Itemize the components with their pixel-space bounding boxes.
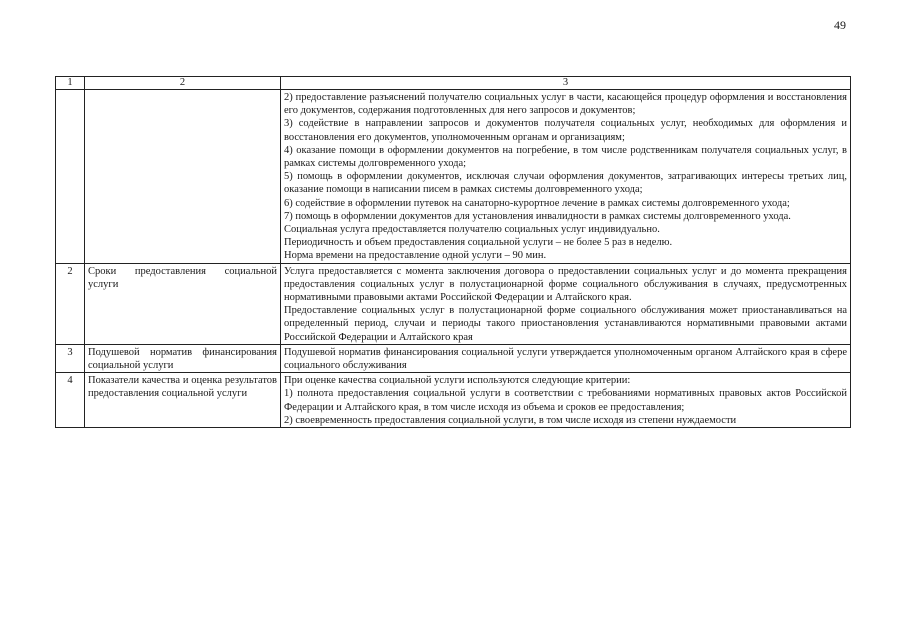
- row-number: 3: [56, 344, 85, 372]
- table-row-continuation: [56, 90, 851, 264]
- paragraph: 2) своевременность предоставления социальной услуги, в том числе исходя из степени нуждаемости: [284, 414, 737, 426]
- row-title: Подушевой норматив финансирования социальной услуги: [85, 344, 281, 372]
- header-col-1: 1: [56, 77, 85, 90]
- row-title: [85, 90, 281, 264]
- table-row-quality: [56, 373, 851, 428]
- paragraph: 6) содействие в оформлении путевок на санаторно-курортное лечение в рамках системы долговременного ухода;: [284, 197, 790, 209]
- paragraph: 7) помощь в оформлении документов для установления инвалидности в рамках системы долговременного ухода.: [284, 210, 791, 222]
- paragraph: Периодичность и объем предоставления социальной услуги – не более 5 раз в неделю.: [284, 237, 673, 249]
- paragraph: Предоставление социальных услуг в полустационарной форме социального обслуживания может приостанавливаться на определенный период, случаи и периоды такого приостановления устанавливаются нормативными правовыми актами Российской Федерации и Алтайского края: [284, 305, 847, 343]
- row-title: Показатели качества и оценка результатов предоставления социальной услуги: [85, 373, 281, 428]
- paragraph: Норма времени на предоставление одной услуги – 90 мин.: [284, 250, 547, 262]
- row-body: [281, 263, 851, 344]
- paragraph: 4) оказание помощи в оформлении документов на погребение, в том числе родственникам получателя социальных услуг, в рамках системы долговременного ухода;: [284, 144, 847, 170]
- paragraph: 5) помощь в оформлении документов, исключая случаи оформления документов, затрагивающих интересы третьих лиц, оказание помощи в написании писем в рамках системы долговременного ухода;: [284, 171, 847, 196]
- row-number: 2: [56, 263, 85, 344]
- row-body: [281, 90, 851, 264]
- paragraph: При оценке качества социальной услуги используются следующие критерии:: [284, 375, 631, 387]
- row-number: 4: [56, 373, 85, 428]
- row-body: [281, 373, 851, 428]
- paragraph: Социальная услуга предоставляется получателю социальных услуг индивидуально.: [284, 224, 660, 236]
- paragraph: 1) полнота предоставления социальной услуги в соответствии с требованиями нормативных правовых актов Российской Федерации и Алтайского края, в том числе исходя из объема и сроков ее предоставления;: [284, 388, 847, 413]
- table-row-terms: [56, 263, 851, 344]
- services-table: [55, 76, 851, 428]
- row-body: [281, 344, 851, 372]
- row-number: [56, 90, 85, 264]
- paragraph: 3) содействие в направлении запросов и документов получателя социальных услуг, необходимых для оформления и восстановления его документов, уполномоченным органам и организациям;: [284, 118, 847, 143]
- header-col-3: 3: [281, 77, 851, 90]
- header-col-2: 2: [85, 77, 281, 90]
- row-title: Сроки предоставления социальной услуги: [85, 263, 281, 344]
- paragraph: 2) предоставление разъяснений получателю социальных услуг в части, касающейся процедур оформления и восстановления его документов, содержания подготовленных для него запросов и документов;: [284, 92, 847, 117]
- page-number: 49: [834, 18, 846, 32]
- paragraph: Подушевой норматив финансирования социальной услуги утверждается уполномоченным органом Алтайского края в сфере социального обслуживания: [284, 346, 847, 372]
- table-row-financing: [56, 344, 851, 372]
- table-header-row: [56, 77, 851, 90]
- paragraph: Услуга предоставляется с момента заключения договора о предоставлении социальных услуг и до момента прекращения предоставления социальных услуг в полустационарной форме социального обслуживания в случаях, предусмотренных нормативными правовыми актами Российской Федерации и Алтайского края.: [284, 265, 847, 304]
